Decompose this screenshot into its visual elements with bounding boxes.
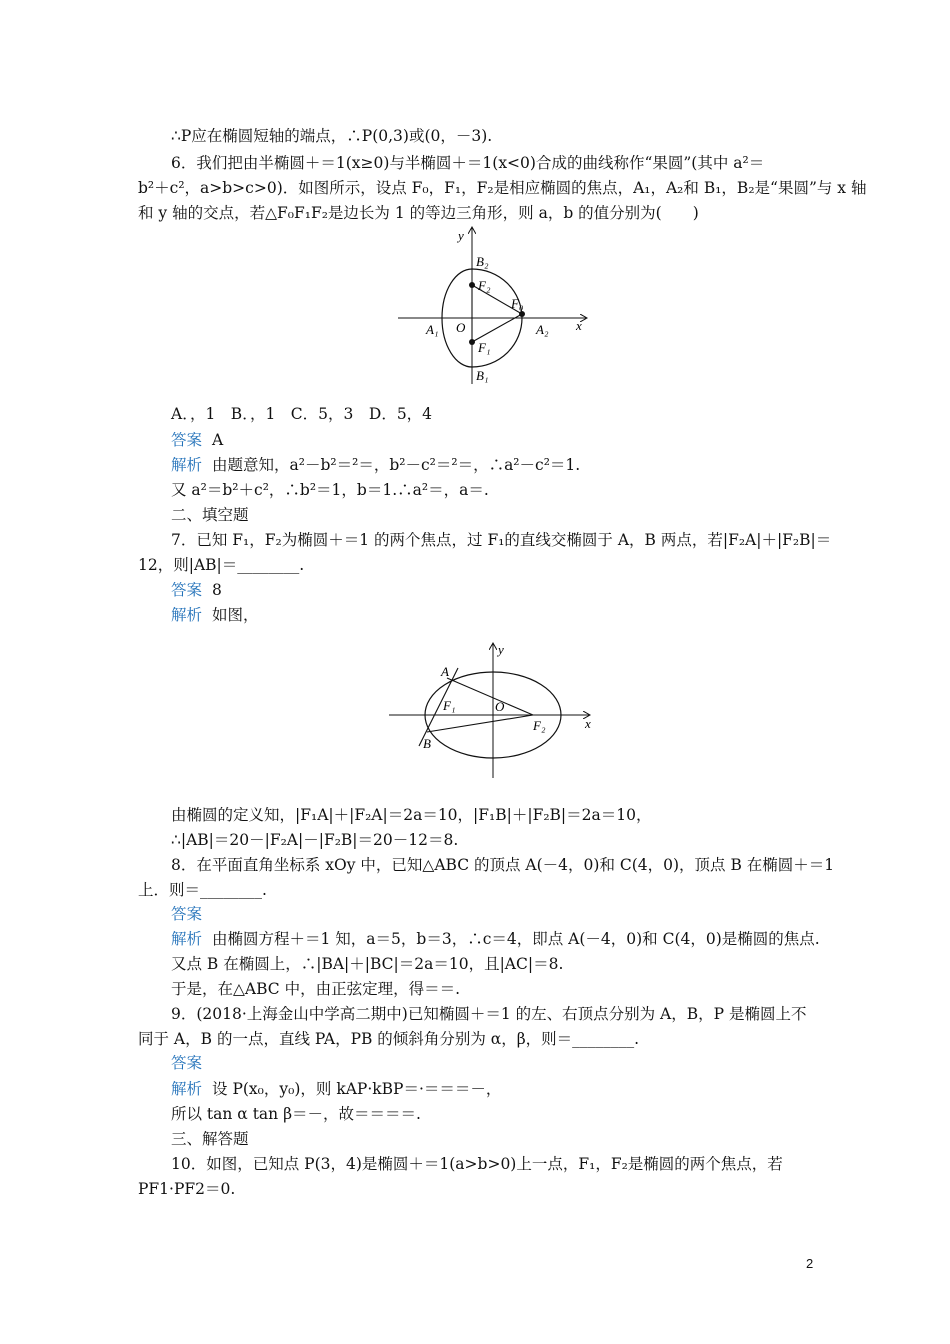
solution-7 [171, 605, 259, 625]
point-f0 [519, 311, 525, 317]
label-a: A [441, 664, 449, 679]
label-f2: F₂ [478, 278, 491, 293]
solution-label: 解析 [171, 930, 203, 948]
answer-9 [171, 1053, 202, 1073]
label-origin: O [495, 699, 505, 714]
solution-6 [171, 455, 580, 475]
question-6-options: A．，1 B．，1 C．5，3 D．5，4 [171, 405, 433, 423]
solution-label: 解析 [171, 606, 203, 624]
segment-bf2 [427, 715, 533, 732]
label-origin: O [456, 320, 466, 335]
label-b: B [423, 736, 431, 751]
solution-7-cont-1: 由椭圆的定义知，|F₁A|＋|F₂A|＝2a＝10，|F₁B|＋|F₂B|＝2a＝10， [171, 806, 652, 824]
label-y: y [458, 228, 464, 243]
point-f1 [469, 339, 475, 345]
answer-label: 答案 [171, 581, 203, 599]
label-a2: A₂ [536, 322, 549, 337]
question-9-line-1: 9．(2018·上海金山中学高二期中)已知椭圆＋＝1 的左、右顶点分别为 A，B，P 是椭圆上不 [171, 1005, 807, 1023]
answer-value: 8 [212, 581, 222, 599]
question-10-line-1: 10．如图，已知点 P(3，4)是椭圆＋＝1(a>b>0)上一点，F₁，F₂是椭圆的两个焦点，若 [171, 1155, 783, 1173]
solution-9-cont: 所以 tan α tan β＝－，故＝＝＝＝. [171, 1105, 421, 1123]
section-fill-blank: 二、填空题 [171, 506, 249, 524]
label-b1: B₁ [476, 368, 489, 383]
solution-text: 由题意知，a²－b²＝²＝，b²－c²＝²＝，∴a²－c²＝1. [212, 456, 581, 474]
question-7-line-2: 12，则|AB|＝________. [138, 556, 305, 574]
label-x: x [585, 716, 591, 731]
figure-fruit-ellipse [390, 222, 600, 388]
figure-ellipse-chord [385, 640, 600, 782]
label-f1: F₁ [443, 698, 456, 713]
label-x: x [576, 318, 582, 333]
solution-8 [171, 929, 820, 949]
question-8-line-1: 8．在平面直角坐标系 xOy 中，已知△ABC 的顶点 A(－4，0)和 C(4，0)，顶点 B 在椭圆＋＝1 [171, 856, 835, 874]
question-6-line-3: 和 y 轴的交点，若△F₀F₁F₂是边长为 1 的等边三角形，则 a，b 的值分别为( ) [138, 204, 699, 222]
section-answer-questions: 三、解答题 [171, 1130, 249, 1148]
solution-label: 解析 [171, 1080, 203, 1098]
label-f2: F₂ [533, 718, 546, 733]
solution-8-cont-2: 于是，在△ABC 中，由正弦定理，得＝＝. [171, 980, 461, 998]
answer-value: A [212, 431, 224, 449]
page-number: 2 [806, 1256, 814, 1271]
segment-af2 [447, 678, 533, 715]
solution-8-cont-1: 又点 B 在椭圆上，∴|BA|＋|BC|＝2a＝10，且|AC|＝8. [171, 955, 564, 973]
text-line: ∴P应在椭圆短轴的端点，∴P(0,3)或(0，－3). [171, 127, 493, 145]
point-f2 [469, 282, 475, 288]
question-7-line-1: 7．已知 F₁，F₂为椭圆＋＝1 的两个焦点，过 F₁的直线交椭圆于 A，B 两点，若|F₂A|＋|F₂B|＝ [171, 531, 832, 549]
question-9-line-2: 同于 A，B 的一点，直线 PA，PB 的倾斜角分别为 α，β，则＝________. [138, 1030, 640, 1048]
solution-text: 如图， [212, 606, 259, 624]
solution-9 [171, 1079, 501, 1099]
label-a1: A₁ [426, 322, 439, 337]
solution-text: 设 P(x₀，y₀)，则 kAP·kBP＝·＝＝＝－， [212, 1080, 502, 1098]
answer-8 [171, 904, 202, 924]
answer-7 [171, 580, 222, 600]
answer-label: 答案 [171, 1054, 203, 1072]
label-f0: F₀ [511, 296, 524, 311]
question-6-line-2: b²＋c²，a>b>c>0)．如图所示，设点 F₀，F₁，F₂是相应椭圆的焦点，A₁，A₂和 B₁，B₂是“果圆”与 x 轴 [138, 179, 867, 197]
solution-label: 解析 [171, 456, 203, 474]
question-8-line-2: 上．则＝________. [138, 881, 267, 899]
answer-6 [171, 430, 223, 450]
solution-text: 由椭圆方程＋＝1 知，a＝5，b＝3，∴c＝4，即点 A(－4，0)和 C(4，0)是椭圆的焦点. [212, 930, 820, 948]
triangle-f0-f1-f2 [472, 285, 522, 342]
answer-label: 答案 [171, 905, 203, 923]
label-y: y [498, 642, 504, 657]
label-f1: F₁ [478, 340, 491, 355]
solution-7-cont-2: ∴|AB|＝20－|F₂A|－|F₂B|＝20－12＝8. [171, 831, 459, 849]
question-10-line-2: PF1·PF2＝0. [138, 1180, 236, 1198]
question-6-line-1: 6．我们把由半椭圆＋＝1(x≥0)与半椭圆＋＝1(x<0)合成的曲线称作“果圆”(其中 a²＝ [171, 154, 765, 172]
answer-label: 答案 [171, 431, 203, 449]
solution-6-cont: 又 a²＝b²＋c²，∴b²＝1，b＝1.∴a²＝，a＝. [171, 481, 489, 499]
label-b2: B₂ [476, 254, 489, 269]
